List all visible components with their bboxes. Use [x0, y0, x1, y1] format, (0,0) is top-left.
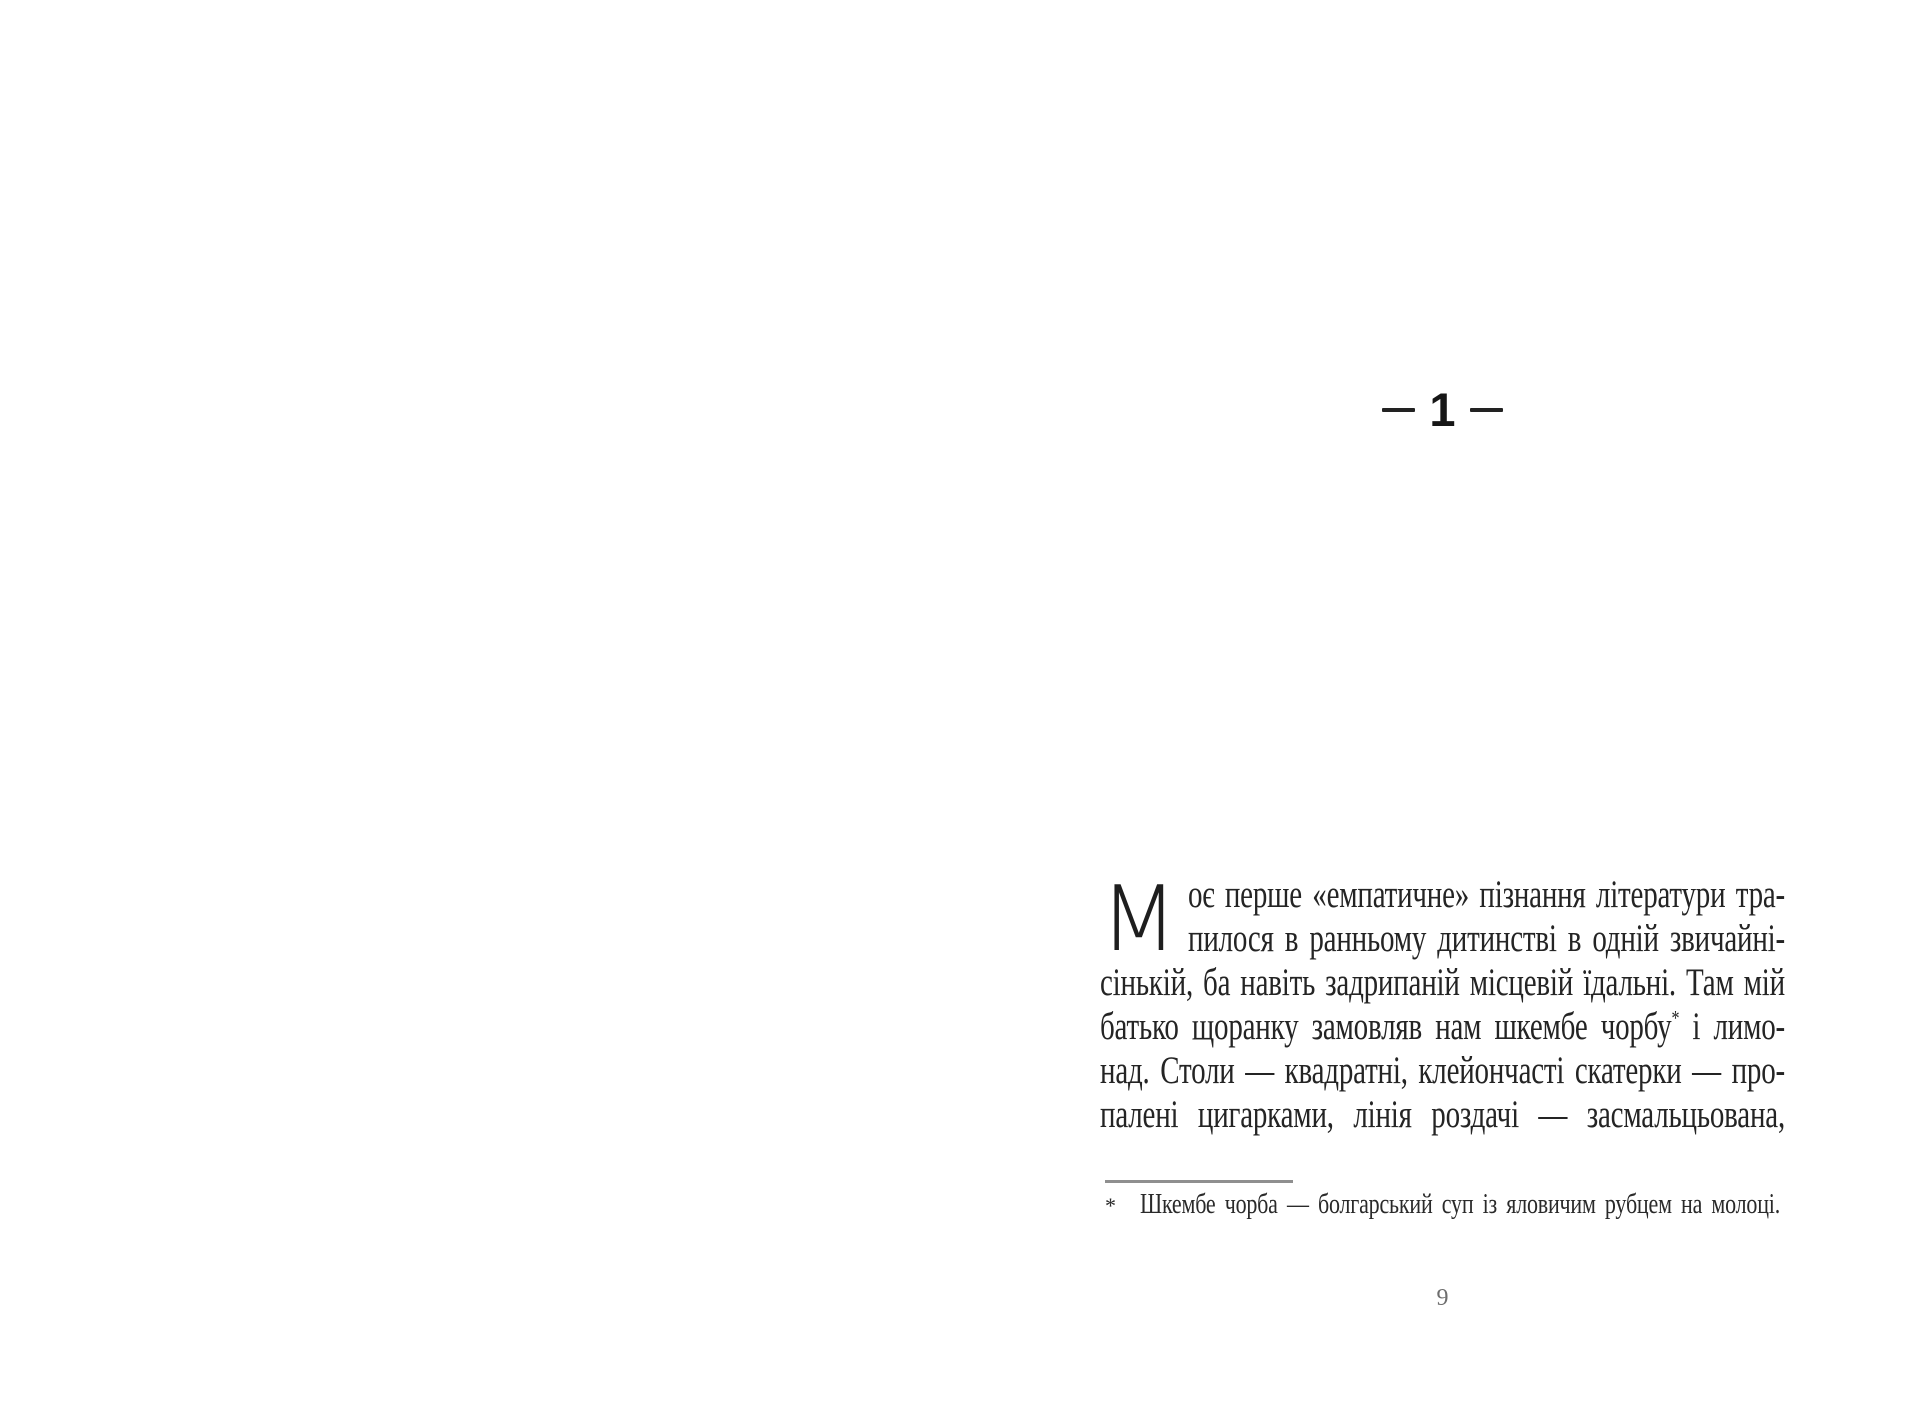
body-line: батько щоранку замовляв нам шкембе чорбу* і лимо- — [1100, 1005, 1785, 1049]
page-number: 9 — [1436, 1285, 1449, 1311]
heading-dash-left — [1382, 408, 1415, 412]
heading-dash-right — [1470, 408, 1503, 412]
chapter-heading — [1100, 383, 1785, 436]
right-page-text-block — [1100, 0, 1785, 1410]
body-line: сінькій, ба навіть задрипаній місцевій їдальні. Там мій — [1100, 961, 1785, 1005]
footnote-divider — [1105, 1180, 1293, 1183]
body-line: над. Столи — квадратні, клейончасті скатерки — про- — [1100, 1049, 1785, 1093]
body-line: палені цигарками, лінія роздачі — засмальцьована, — [1100, 1093, 1785, 1137]
body-line: пилося в ранньому дитинстві в одній звичайні- — [1188, 917, 1785, 961]
drop-cap-letter: М — [1100, 867, 1178, 972]
footnote-text: Шкембе чорба — болгарський суп із яловичим рубцем на молоці. — [1140, 1187, 1780, 1220]
footnote-reference-asterisk: * — [1671, 1007, 1680, 1031]
chapter-number: 1 — [1429, 383, 1456, 436]
footnote-marker: * — [1105, 1193, 1116, 1218]
body-line: оє перше «емпатичне» пізнання літератури тра- — [1188, 873, 1785, 917]
